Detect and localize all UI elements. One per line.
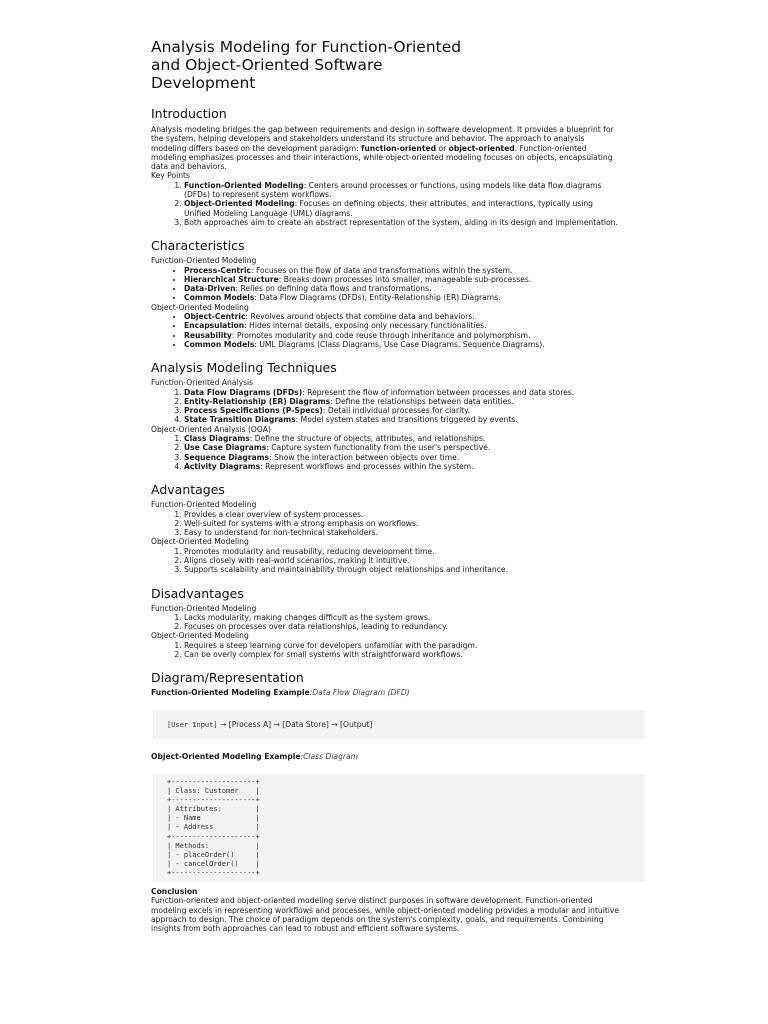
disadvantages-fo-label: Function-Oriented Modeling [151, 603, 257, 613]
list-item: • Common Models: Data Flow Diagrams (DFDs), Entity-Relationship (ER) Diagrams. [184, 293, 621, 302]
diagram-heading: Diagram/Representation [151, 670, 304, 686]
list-item: 2. Aligns closely with real-world scenarios, making it intuitive. [184, 556, 621, 565]
techniques-oo-list [151, 434, 621, 471]
list-item: 1. Function-Oriented Modeling: Centers around processes or functions, using models like data flow diagrams (DFDs) to represent system workflows. [184, 181, 621, 200]
conclusion-paragraph: Function-oriented and object-oriented modeling serve distinct purposes in software development. Function-oriented modeling excels in representing workflows and processes, while object-oriented modeling provides a modular and intuitive approach to design. The choice of paradigm depends on the system's complexity, goals, and requirements. Combining insights from both approaches can lead to robust and efficient software systems. [151, 896, 620, 934]
characteristics-oo-label: Object-Oriented Modeling [151, 302, 249, 312]
list-item: 3. Sequence Diagrams: Show the interaction between objects over time. [184, 453, 621, 462]
advantages-heading: Advantages [151, 482, 225, 498]
characteristics-fo-label: Function-Oriented Modeling [151, 256, 257, 266]
oo-example-caption: Object-Oriented Modeling Example:Class Diagram [151, 751, 359, 761]
article [151, 38, 621, 933]
disadvantages-fo-list [151, 613, 621, 632]
advantages-oo-label: Object-Oriented Modeling [151, 537, 249, 547]
techniques-fo-label: Function-Oriented Analysis [151, 378, 254, 388]
list-item: 3. Process Specifications (P-Specs): Detail individual processes for clarity. [184, 406, 621, 415]
list-item: 1. Class Diagrams: Define the structure of objects, attributes, and relationships. [184, 434, 621, 443]
list-item: • Object-Centric: Revolves around objects that combine data and behaviors. [184, 312, 621, 321]
list-item: • Common Models: UML Diagrams (Class Diagrams, Use Case Diagrams, Sequence Diagrams). [184, 340, 621, 349]
advantages-fo-label: Function-Oriented Modeling [151, 500, 257, 510]
key-points-label: Key Points [151, 171, 190, 181]
list-item: • Reusability: Promotes modularity and code reuse through inheritance and polymorphism. [184, 331, 621, 340]
key-points-list [151, 181, 621, 227]
list-item: 2. Entity-Relationship (ER) Diagrams: Define the relationships between data entities. [184, 397, 621, 406]
list-item: 3. Both approaches aim to create an abstract representation of the system, aiding in its design and implementation. [184, 218, 621, 227]
dfd-code-block: [User Input] → [Process A] → [Data Store] → [Output] [153, 710, 645, 739]
list-item: 4. State Transition Diagrams: Model system states and transitions triggered by events. [184, 415, 621, 424]
conclusion-label: Conclusion [151, 886, 198, 896]
characteristics-heading: Characteristics [151, 238, 245, 254]
list-item: 1. Requires a steep learning curve for developers unfamiliar with the paradigm. [184, 641, 621, 650]
list-item: • Data-Driven: Relies on defining data flows and transformations. [184, 284, 621, 293]
techniques-fo-list [151, 388, 621, 425]
disadvantages-oo-label: Object-Oriented Modeling [151, 631, 249, 641]
list-item: • Process-Centric: Focuses on the flow of data and transformations within the system. [184, 266, 621, 275]
list-item: 4. Activity Diagrams: Represent workflows and processes within the system. [184, 462, 621, 471]
characteristics-fo-list [151, 266, 621, 303]
class-diagram-code-block: +--------------------+ | Class: Customer | +--------------------+ | Attributes: | | - Name | | - Address | +--------------------+ | Methods: | | - placeOrder() | | - cancelOrder() | +--------------------+ [153, 774, 645, 882]
intro-heading: Introduction [151, 106, 227, 121]
list-item: 2. Object-Oriented Modeling: Focuses on defining objects, their attributes, and interactions, typically using Unified Modeling Language (UML) diagrams. [184, 199, 621, 218]
list-item: 3. Supports scalability and maintainability through object relationships and inheritance. [184, 565, 621, 574]
list-item: 1. Promotes modularity and reusability, reducing development time. [184, 547, 621, 556]
list-item: 3. Easy to understand for non-technical stakeholders. [184, 528, 621, 537]
list-item: 2. Use Case Diagrams: Capture system functionality from the user's perspective. [184, 443, 621, 452]
list-item: 2. Focuses on processes over data relationships, leading to redundancy. [184, 622, 621, 631]
list-item: 1. Data Flow Diagrams (DFDs): Represent the flow of information between processes and data stores. [184, 388, 621, 397]
list-item: 1. Lacks modularity, making changes difficult as the system grows. [184, 613, 621, 622]
list-item: 1. Provides a clear overview of system processes. [184, 510, 621, 519]
fo-example-caption: Function-Oriented Modeling Example:Data Flow Diagram (DFD) [151, 688, 410, 698]
advantages-fo-list [151, 510, 621, 538]
characteristics-oo-list [151, 312, 621, 349]
disadvantages-oo-list [151, 641, 621, 660]
disadvantages-heading: Disadvantages [151, 585, 244, 601]
techniques-heading: Analysis Modeling Techniques [151, 360, 337, 376]
intro-paragraph: Analysis modeling bridges the gap between requirements and design in software development. It provides a blueprint for the system, helping developers and stakeholders understand its structure and behavior. The approach to analysis modeling differs based on the development paradigm: function-oriented or object-oriented. Function-oriented modeling emphasizes processes and their interactions, while object-oriented modeling focuses on objects, encapsulating data and behaviors. [151, 125, 614, 172]
techniques-oo-label: Object-Oriented Analysis (OOA) [151, 424, 271, 434]
page-title: Analysis Modeling for Function-Oriented and Object-Oriented Software Development [151, 38, 462, 92]
list-item: 2. Well-suited for systems with a strong emphasis on workflows. [184, 519, 621, 528]
list-item: 2. Can be overly complex for small systems with straightforward workflows. [184, 650, 621, 659]
advantages-oo-list [151, 547, 621, 575]
list-item: • Encapsulation: Hides internal details, exposing only necessary functionalities. [184, 321, 621, 330]
list-item: • Hierarchical Structure: Breaks down processes into smaller, manageable sub-processes. [184, 275, 621, 284]
